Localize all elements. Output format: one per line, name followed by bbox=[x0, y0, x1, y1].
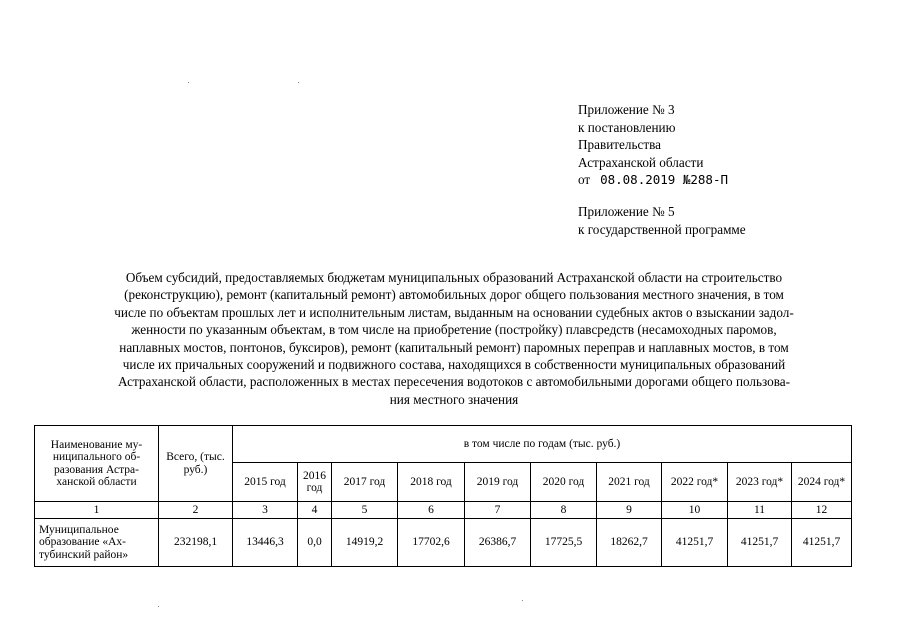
value-cell: 0,0 bbox=[298, 519, 332, 567]
annex-5-block bbox=[578, 203, 746, 238]
column-number: 2 bbox=[159, 502, 233, 519]
title-line: ния местного значения bbox=[389, 391, 519, 407]
value-cell: 14919,2 bbox=[332, 519, 398, 567]
annex-date-prefix: от bbox=[578, 172, 591, 188]
header-year: 2017 год bbox=[332, 463, 398, 502]
document-title bbox=[58, 269, 850, 408]
annex-3-block bbox=[578, 101, 728, 189]
column-number: 8 bbox=[531, 502, 597, 519]
header-municipality: Наименование му-ниципального об-разования Астра-ханской области bbox=[35, 426, 159, 502]
title-line: числе их причальных сооружений и подвижного состава, находящихся в собственности муниципальных образований bbox=[122, 357, 786, 373]
value-cell: 17702,6 bbox=[398, 519, 465, 567]
annex2-line-2: к государственной программе bbox=[578, 221, 746, 237]
title-line: Объем субсидий, предоставляемых бюджетам муниципальных образований Астраханской области на строительство bbox=[125, 270, 783, 285]
header-year: 2022 год* bbox=[662, 463, 728, 502]
scan-speck bbox=[158, 606, 159, 607]
annex-line-3: Правительства bbox=[578, 137, 661, 153]
annex2-line-1: Приложение № 5 bbox=[578, 204, 675, 219]
value-cell: 26386,7 bbox=[465, 519, 531, 567]
column-number: 6 bbox=[398, 502, 465, 519]
column-number: 7 bbox=[465, 502, 531, 519]
value-cell: 41251,7 bbox=[662, 519, 728, 567]
header-total: Всего, (тыс. руб.) bbox=[159, 426, 233, 502]
annex-line-5 bbox=[578, 171, 728, 189]
scan-speck bbox=[188, 82, 189, 83]
column-number: 3 bbox=[233, 502, 298, 519]
table-row bbox=[35, 519, 852, 567]
title-line: числе по объектам прошлых лет и исполнительным листам, выданным на основании судебных актов о взыскании задол- bbox=[114, 304, 794, 320]
header-year: 2023 год* bbox=[728, 463, 792, 502]
header-year: 2016 год bbox=[298, 463, 332, 502]
header-year: 2015 год bbox=[233, 463, 298, 502]
column-number: 5 bbox=[332, 502, 398, 519]
header-years-group: в том числе по годам (тыс. руб.) bbox=[233, 426, 852, 463]
column-number: 1 bbox=[35, 502, 159, 519]
header-year: 2018 год bbox=[398, 463, 465, 502]
annex-line-2: к постановлению bbox=[578, 119, 676, 135]
title-line: наплавных мостов, понтонов, буксиров), ремонт (капитальный ремонт) паромных переправ и наплавных мостов, в том bbox=[119, 339, 789, 355]
value-cell: 232198,1 bbox=[159, 519, 233, 567]
annex-date-stamp: 08.08.2019 №288-П bbox=[600, 172, 729, 188]
value-cell: 18262,7 bbox=[597, 519, 662, 567]
column-number: 10 bbox=[662, 502, 728, 519]
header-year: 2024 год* bbox=[792, 463, 852, 502]
subsidy-table bbox=[34, 425, 852, 567]
value-cell: 13446,3 bbox=[233, 519, 298, 567]
municipality-name: Муниципальное образование «Ах-тубинский район» bbox=[35, 519, 159, 567]
header-year: 2019 год bbox=[465, 463, 531, 502]
scan-speck bbox=[522, 600, 523, 601]
column-number: 12 bbox=[792, 502, 852, 519]
column-number: 11 bbox=[728, 502, 792, 519]
column-number: 4 bbox=[298, 502, 332, 519]
value-cell: 41251,7 bbox=[728, 519, 792, 567]
header-year: 2020 год bbox=[531, 463, 597, 502]
value-cell: 17725,5 bbox=[531, 519, 597, 567]
scan-speck bbox=[298, 82, 299, 83]
column-number: 9 bbox=[597, 502, 662, 519]
annex-line-4: Астраханской области bbox=[578, 154, 704, 170]
header-year: 2021 год bbox=[597, 463, 662, 502]
annex-line-1: Приложение № 3 bbox=[578, 102, 675, 117]
value-cell: 41251,7 bbox=[792, 519, 852, 567]
title-line: (реконструкцию), ремонт (капитальный ремонт) автомобильных дорог общего пользования местного значения, в том bbox=[124, 287, 784, 303]
title-line: Астраханской области, расположенных в местах пересечения водотоков с автомобильными дорогами общего пользова- bbox=[117, 374, 791, 390]
title-line: женности по указанным объектам, в том числе на приобретение (постройку) плавсредств (несамоходных паромов, bbox=[131, 322, 777, 338]
